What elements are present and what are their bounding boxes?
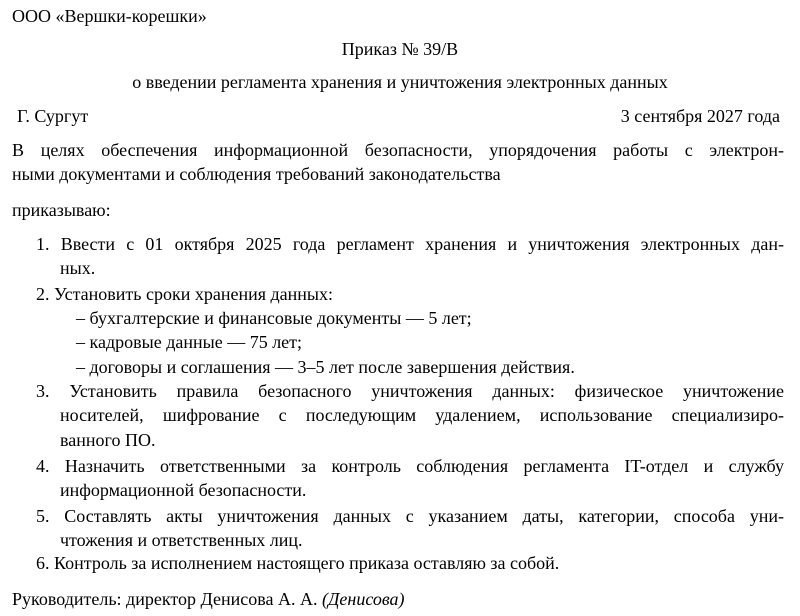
order-item-line: чтожения и ответственных лиц. <box>60 530 303 550</box>
order-item-line: 2. Установить сроки хранения данных: <box>36 284 334 304</box>
preamble-line-2: ными документами и соблюдения требований законодательства <box>12 164 501 184</box>
signature-handwritten: (Денисова) <box>321 589 405 609</box>
preamble-line-1: В целях обеспечения информационной безопасности, упорядочения работы с электрон- <box>12 140 784 160</box>
order-date: 3 сентября 2027 года <box>620 106 780 126</box>
order-item-line: ванного ПО. <box>60 430 156 450</box>
order-item-line: 5. Составлять акты уничтожения данных с указанием даты, категории, способа уни- <box>36 506 784 526</box>
order-item-line: 4. Назначить ответственными за контроль соблюдения регламента IT-отдел и службу <box>36 456 784 476</box>
order-item-line: носителей, шифрование с последующим удалением, использование специализиро- <box>60 405 784 425</box>
order-item-line: информационной безопасности. <box>60 480 307 500</box>
signature-line <box>12 587 405 611</box>
directive: приказываю: <box>12 200 111 220</box>
order-subject: о введении регламента хранения и уничтожения электронных данных <box>132 72 668 92</box>
order-item-line: 1. Ввести с 01 октября 2025 года регламент хранения и уничтожения электронных дан- <box>36 234 784 254</box>
order-item-line: 3. Установить правила безопасного уничтожения данных: физическое уничтожение <box>36 381 784 401</box>
retention-item: – бухгалтерские и финансовые документы — 5 лет; <box>76 308 472 328</box>
retention-item: – договоры и соглашения — 3–5 лет после завершения действия. <box>76 357 575 377</box>
order-item-line: ных. <box>60 258 96 278</box>
order-item-line: 6. Контроль за исполнением настоящего приказа оставляю за собой. <box>36 553 560 573</box>
order-title: Приказ № 39/В <box>341 39 459 59</box>
order-city: Г. Сургут <box>17 106 89 126</box>
organization-name: ООО «Вершки-корешки» <box>12 6 207 26</box>
signature-label: Руководитель: директор Денисова А. А. <box>12 589 318 609</box>
retention-item: – кадровые данные — 75 лет; <box>76 332 303 352</box>
